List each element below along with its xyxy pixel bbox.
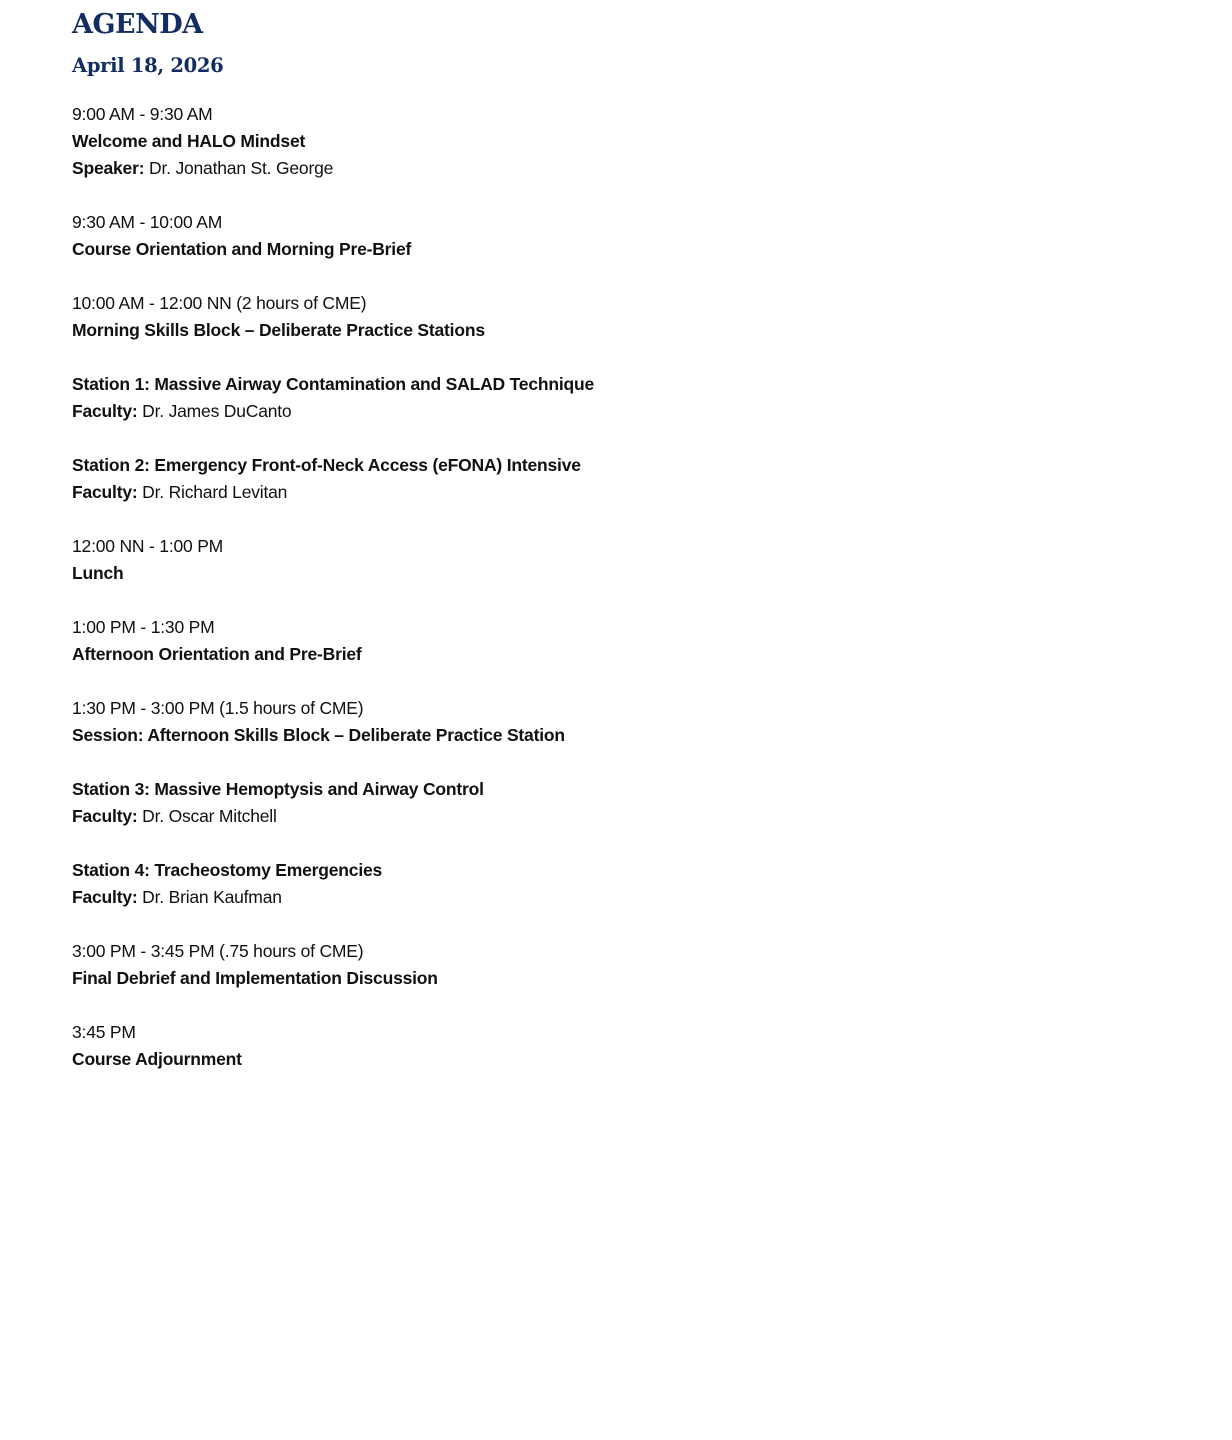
person-name: Dr. Oscar Mitchell <box>142 806 277 826</box>
agenda-session-title: Final Debrief and Implementation Discussion <box>72 968 438 988</box>
agenda-session-title: Afternoon Orientation and Pre-Brief <box>72 644 362 664</box>
agenda-item <box>72 452 594 506</box>
agenda-session-title: Welcome and HALO Mindset <box>72 131 306 151</box>
agenda-person-line <box>72 884 594 911</box>
person-name: Dr. Richard Levitan <box>142 482 288 502</box>
agenda-item <box>72 290 594 344</box>
agenda-item <box>72 776 594 830</box>
agenda-session-title: Session: Afternoon Skills Block – Deliberate Practice Station <box>72 725 565 745</box>
agenda-session-title: Course Orientation and Morning Pre-Brief <box>72 239 412 259</box>
agenda-item <box>72 857 594 911</box>
agenda-person-line <box>72 398 594 425</box>
person-name: Dr. Jonathan St. George <box>149 158 334 178</box>
agenda-time: 9:00 AM - 9:30 AM <box>72 104 213 124</box>
agenda-time: 12:00 NN - 1:00 PM <box>72 536 224 556</box>
agenda-item <box>72 1019 594 1073</box>
person-role-label: Speaker: <box>72 158 145 178</box>
agenda-item <box>72 695 594 749</box>
agenda-item <box>72 614 594 668</box>
agenda-date: April 18, 2026 <box>72 54 224 77</box>
agenda-time: 3:00 PM - 3:45 PM (.75 hours of CME) <box>72 941 364 961</box>
person-name: Dr. Brian Kaufman <box>142 887 282 907</box>
agenda-session-title: Course Adjournment <box>72 1049 242 1069</box>
person-role-label: Faculty: <box>72 806 138 826</box>
person-name: Dr. James DuCanto <box>142 401 292 421</box>
agenda-person-line <box>72 479 594 506</box>
agenda-item <box>72 101 594 182</box>
agenda-session-title: Station 4: Tracheostomy Emergencies <box>72 860 383 880</box>
agenda-session-title: Lunch <box>72 563 124 583</box>
agenda-item <box>72 533 594 587</box>
agenda-item <box>72 371 594 425</box>
agenda-time: 10:00 AM - 12:00 NN (2 hours of CME) <box>72 293 367 313</box>
agenda-session-title: Morning Skills Block – Deliberate Practice Stations <box>72 320 485 340</box>
agenda-person-line <box>72 803 594 830</box>
agenda-page <box>72 0 594 1100</box>
agenda-time: 9:30 AM - 10:00 AM <box>72 212 223 232</box>
agenda-time: 3:45 PM <box>72 1022 136 1042</box>
page-title: AGENDA <box>72 9 203 40</box>
agenda-session-title: Station 3: Massive Hemoptysis and Airway Control <box>72 779 484 799</box>
agenda-time: 1:30 PM - 3:00 PM (1.5 hours of CME) <box>72 698 364 718</box>
agenda-item <box>72 938 594 992</box>
agenda-session-title: Station 2: Emergency Front-of-Neck Access (eFONA) Intensive <box>72 455 581 475</box>
person-role-label: Faculty: <box>72 482 138 502</box>
agenda-session-title: Station 1: Massive Airway Contamination and SALAD Technique <box>72 374 595 394</box>
person-role-label: Faculty: <box>72 887 138 907</box>
agenda-person-line <box>72 155 594 182</box>
agenda-time: 1:00 PM - 1:30 PM <box>72 617 215 637</box>
agenda-item <box>72 209 594 263</box>
agenda-list <box>72 101 594 1073</box>
person-role-label: Faculty: <box>72 401 138 421</box>
